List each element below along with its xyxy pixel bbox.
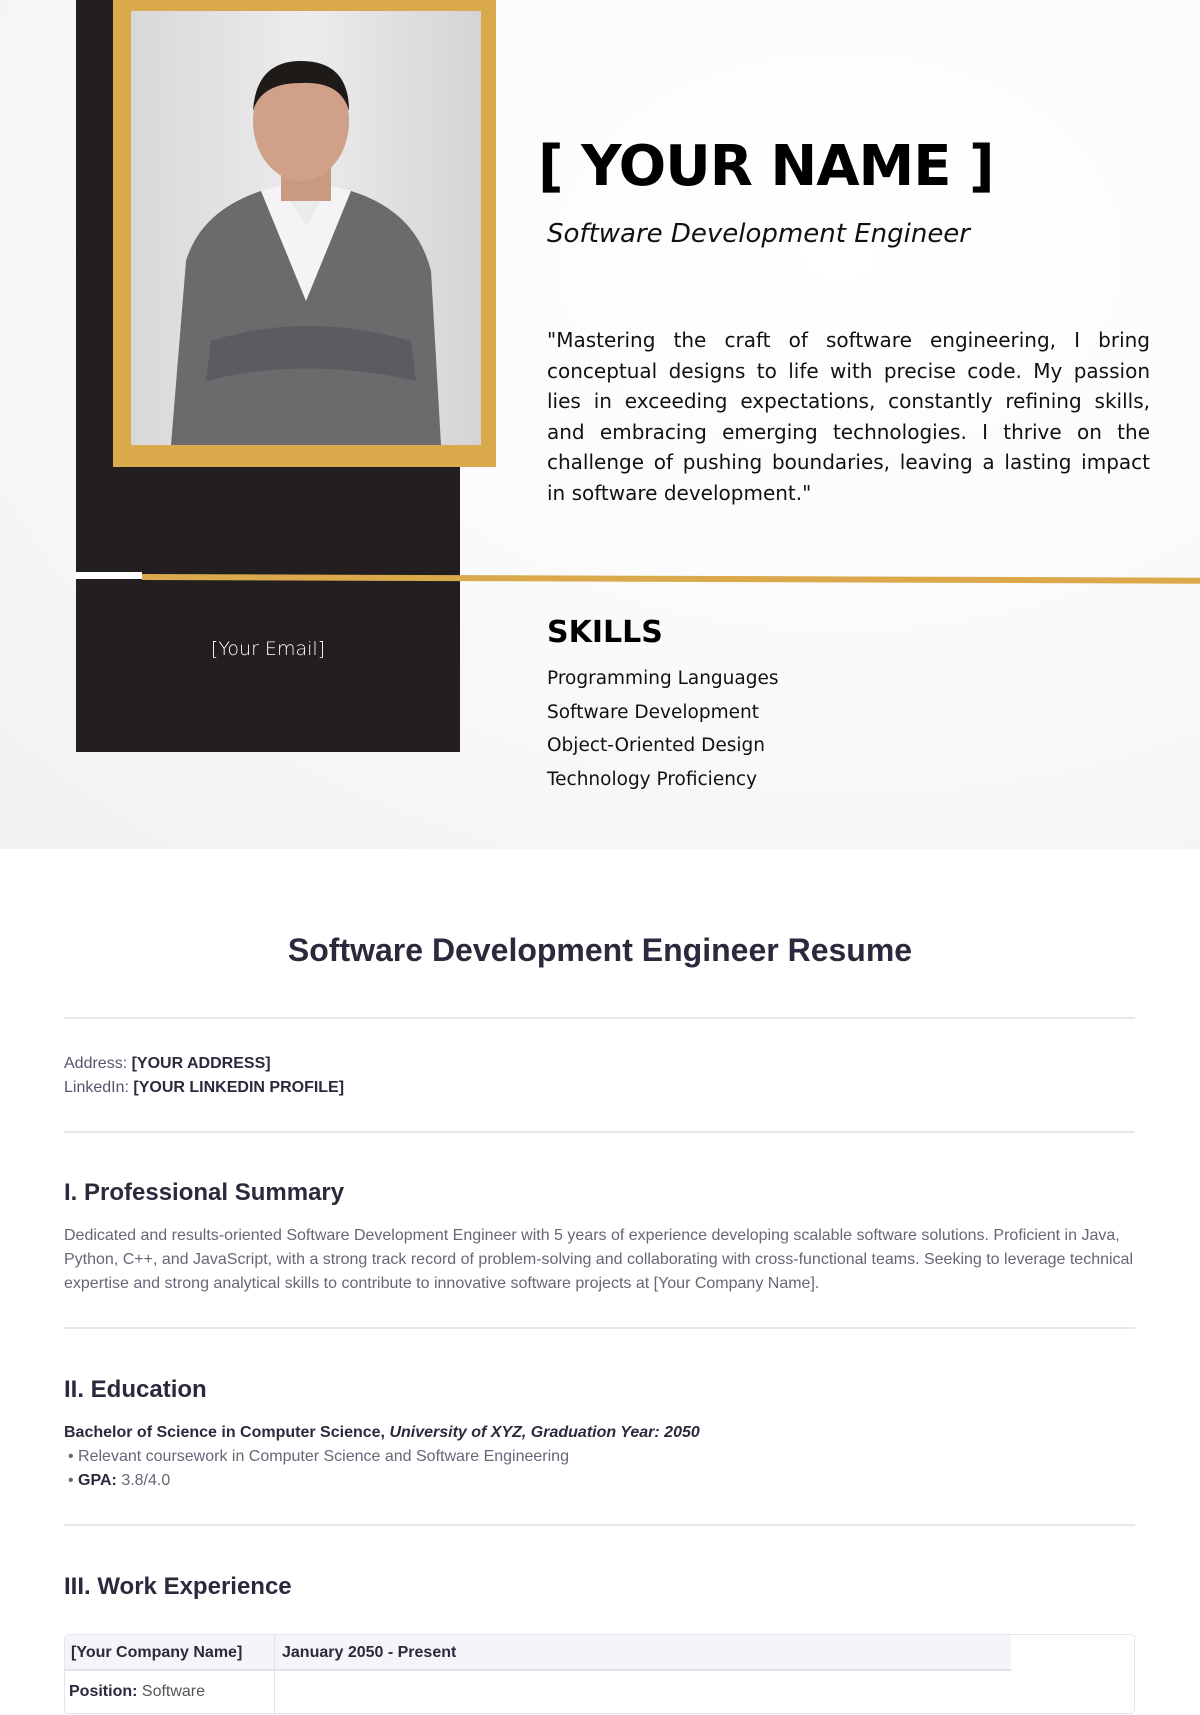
degree-name: Bachelor of Science in Computer Science xyxy=(64,1424,381,1441)
contact-info xyxy=(64,1052,344,1100)
gpa-item: • GPA: 3.8/4.0 xyxy=(68,1472,171,1489)
profile-photo xyxy=(131,11,481,445)
divider xyxy=(64,1017,1135,1019)
position-cell: Position: Software xyxy=(69,1683,206,1700)
address-label: Address: xyxy=(64,1055,128,1072)
skill-item: Software Development xyxy=(547,701,759,723)
candidate-role: Software Development Engineer xyxy=(547,219,970,249)
dates-cell: January 2050 - Present xyxy=(282,1644,457,1661)
summary-heading: I. Professional Summary xyxy=(64,1179,345,1206)
degree-detail: University of XYZ, Graduation Year: 2050 xyxy=(389,1424,700,1441)
document-title: Software Development Engineer Resume xyxy=(287,932,913,968)
candidate-name: [ YOUR NAME ] xyxy=(538,134,994,199)
divider xyxy=(64,1131,1135,1133)
divider xyxy=(64,1524,1135,1526)
linkedin-label: LinkedIn: xyxy=(64,1079,129,1096)
address-value: [YOUR ADDRESS] xyxy=(131,1055,271,1072)
email-text: [Your Email] xyxy=(210,638,326,660)
white-accent-line xyxy=(76,572,142,579)
personal-quote: "Mastering the craft of software engineering, I bring conceptual designs to life with precise code. My passion lies in exceeding expectations, constantly refining skills, and embracing emerging technologies. I thrive on the challenge of pushing boundaries, leaving a lasting impact in software development." xyxy=(547,328,1150,505)
skills-heading: SKILLS xyxy=(547,615,663,650)
skill-item: Programming Languages xyxy=(547,668,779,689)
skill-item: Object-Oriented Design xyxy=(547,735,765,756)
skill-item: Technology Proficiency xyxy=(547,768,758,790)
education-entry: Bachelor of Science in Computer Science, University of XYZ, Graduation Year: 2050 • Relevant coursework in Computer Science and Software Engineering • GPA: 3.8/4.0 xyxy=(64,1421,700,1493)
skills-list xyxy=(547,668,779,802)
work-heading: III. Work Experience xyxy=(64,1573,292,1600)
work-experience-table xyxy=(64,1634,1135,1714)
company-cell: [Your Company Name] xyxy=(71,1644,243,1661)
summary-text: Dedicated and results-oriented Software Development Engineer with 5 years of experience developing scalable software solutions. Proficient in Java, Python, C++, and JavaScript, with a strong track record of problem-solving and collaborating with cross-functional teams. Seeking to leverage technical expertise and strong analytical skills to contribute to innovative software projects at [Your Company Name]. xyxy=(64,1227,1133,1292)
divider xyxy=(64,1327,1135,1329)
linkedin-value: [YOUR LINKEDIN PROFILE] xyxy=(133,1079,345,1096)
education-heading: II. Education xyxy=(64,1376,207,1403)
coursework-item: • Relevant coursework in Computer Science and Software Engineering xyxy=(68,1448,569,1465)
